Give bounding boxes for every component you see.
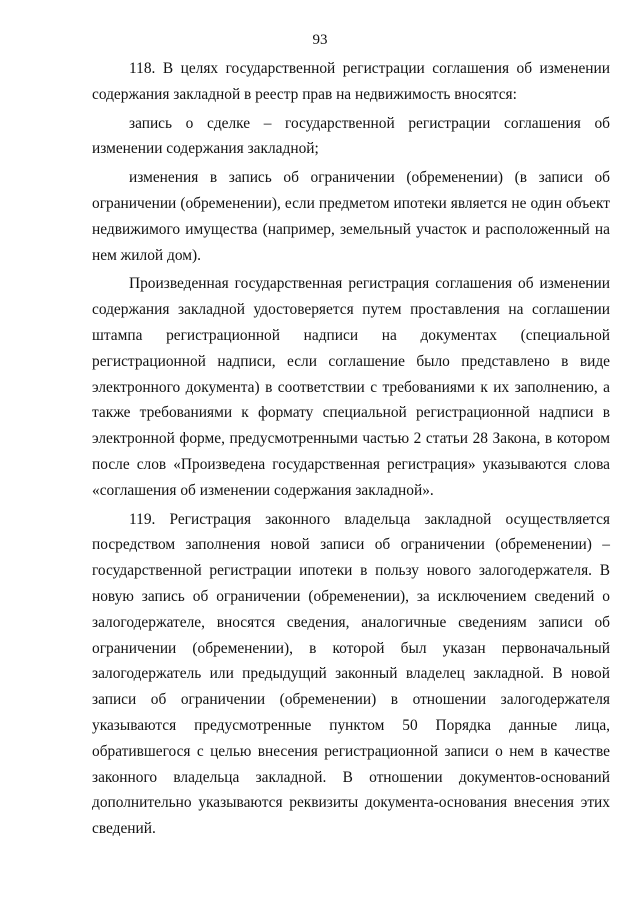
paragraph-118-intro: 118. В целях государственной регистрации соглашения об изменении содержания закладной в реестр прав на недвижимость вносятся:: [92, 60, 610, 103]
paragraph-encumbrance-changes: изменения в запись об ограничении (обременении) (в записи об ограничении (обременении), если предметом ипотеки является не один объект недвижимого имущества (например, земельный участок и расположенный на нем жилой дом).: [92, 169, 610, 264]
paragraph-deal-record: запись о сделке – государственной регистрации соглашения об изменении содержания закладной;: [92, 114, 610, 158]
page-number: 93: [312, 32, 328, 48]
paragraph-registration-stamp: Произведенная государственная регистрация соглашения об изменении содержания закладной удостоверяется путем проставления на соглашении штампа регистрационной надписи на документах (специальной регистрационной надписи, если соглашение было представлено в виде электронного документа) в соответствии с требованиями к их заполнению, а также требованиями к формату специальной регистрационной надписи в электронной форме, предусмотренными частью 2 статьи 28 Закона, в котором после слов «Произведена государственная регистрация» указываются слова «соглашения об изменении содержания закладной».: [92, 275, 610, 499]
paragraph-119: 119. Регистрация законного владельца закладной осуществляется посредством заполнения новой записи об ограничении (обременении) – государственной регистрации ипотеки в пользу нового залогодержателя. В новую запись об ограничении (обременении), за исключением сведений о залогодержателе, вносятся сведения, аналогичные сведениям записи об ограничении (обременении), в которой был указан первоначальный залогодержатель или предыдущий законный владелец закладной. В новой записи об ограничении (обременении) в отношении залогодержателя указываются предусмотренные пунктом 50 Порядка данные лица, обратившегося с целью внесения регистрационной записи о нем в качестве законного владельца закладной. В отношении документов-оснований дополнительно указываются реквизиты документа-основания внесения этих сведений.: [92, 510, 610, 838]
document-body: [92, 56, 610, 842]
